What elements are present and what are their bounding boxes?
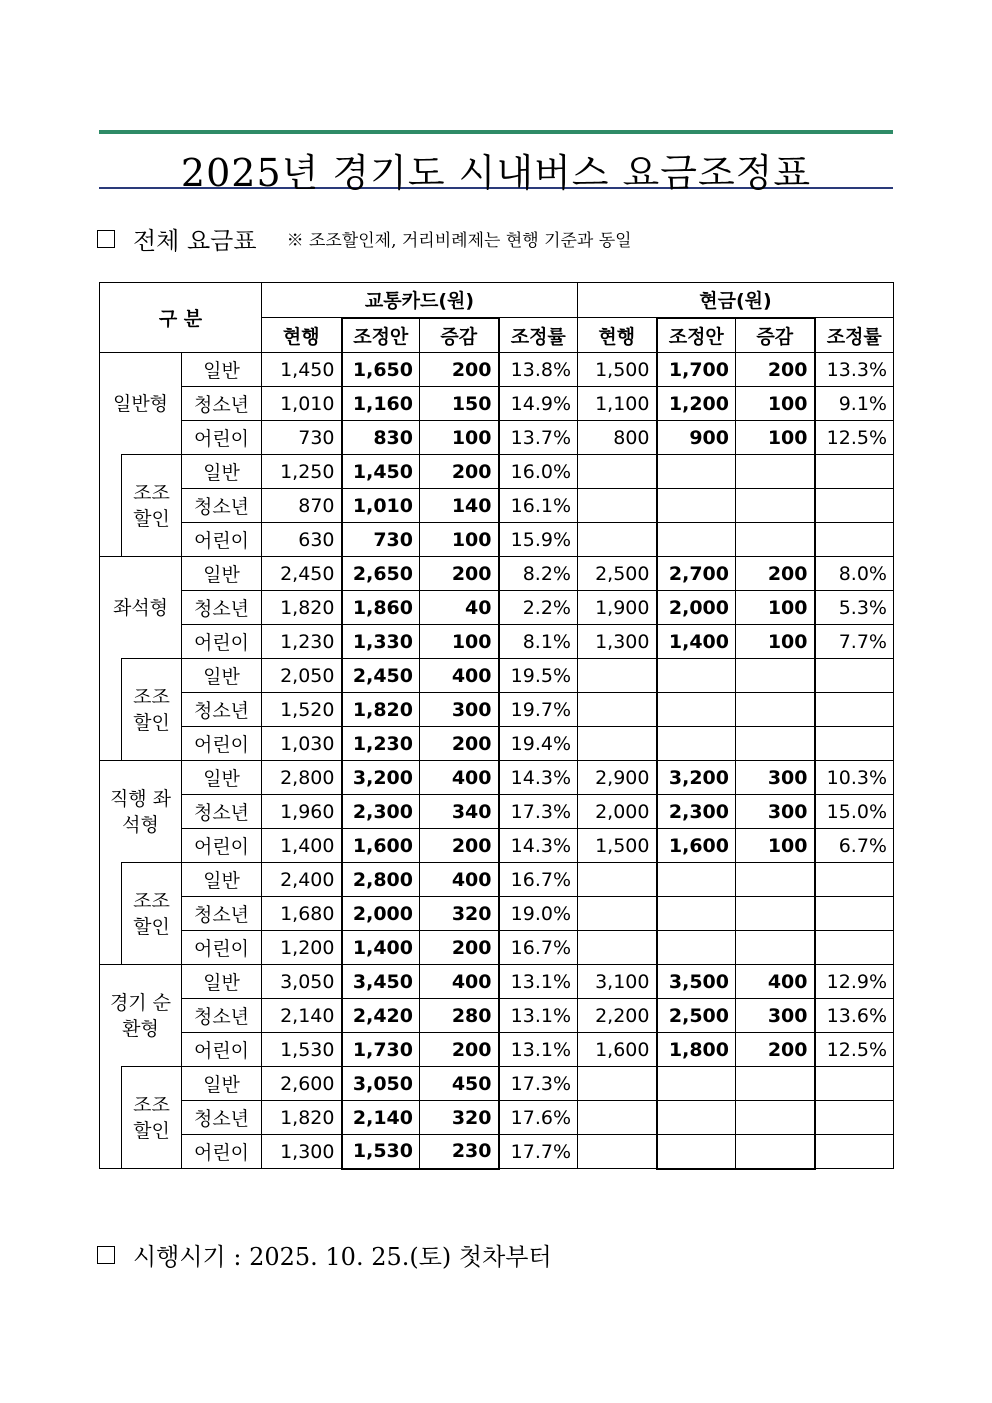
section-label: 전체 요금표 <box>133 227 257 255</box>
cash-fare-cell: 1,500 <box>578 353 657 387</box>
card-fare-cell: 2,450 <box>262 557 342 591</box>
rider-type: 일반 <box>182 557 262 591</box>
cash-empty-cell <box>736 727 815 761</box>
table-row <box>100 897 894 931</box>
table-row <box>100 1033 894 1067</box>
cash-fare-cell: 12.5% <box>815 421 894 455</box>
table-row <box>100 455 894 489</box>
card-fare-cell: 14.3% <box>499 761 578 795</box>
rider-type: 일반 <box>182 353 262 387</box>
cash-fare-cell: 300 <box>736 761 815 795</box>
rider-type: 어린이 <box>182 1135 262 1169</box>
cash-fare-cell: 2,700 <box>657 557 736 591</box>
cash-fare-cell: 8.0% <box>815 557 894 591</box>
cash-fare-cell: 200 <box>736 557 815 591</box>
card-fare-cell: 1,250 <box>262 455 342 489</box>
cash-empty-cell <box>736 693 815 727</box>
cash-empty-cell <box>736 863 815 897</box>
card-fare-cell: 280 <box>420 999 499 1033</box>
card-fare-cell: 1,300 <box>262 1135 342 1169</box>
card-fare-cell: 320 <box>420 897 499 931</box>
card-fare-cell: 1,010 <box>262 387 342 421</box>
table-row <box>100 1067 894 1101</box>
cash-empty-cell <box>657 523 736 557</box>
card-fare-cell: 2,800 <box>342 863 420 897</box>
cash-fare-cell: 6.7% <box>815 829 894 863</box>
rider-type: 일반 <box>182 761 262 795</box>
card-fare-cell: 13.1% <box>499 1033 578 1067</box>
cash-empty-cell <box>657 455 736 489</box>
cash-fare-cell: 1,600 <box>657 829 736 863</box>
card-fare-cell: 100 <box>420 625 499 659</box>
cash-empty-cell <box>815 1101 894 1135</box>
table-row <box>100 1101 894 1135</box>
rider-type: 청소년 <box>182 999 262 1033</box>
cash-empty-cell <box>578 931 657 965</box>
card-fare-cell: 19.4% <box>499 727 578 761</box>
table-row <box>100 829 894 863</box>
card-fare-cell: 19.5% <box>499 659 578 693</box>
card-fare-cell: 730 <box>262 421 342 455</box>
card-fare-cell: 16.7% <box>499 863 578 897</box>
table-row <box>100 863 894 897</box>
rider-type: 어린이 <box>182 625 262 659</box>
card-fare-cell: 1,600 <box>342 829 420 863</box>
header-cash: 현금(원) <box>578 283 894 318</box>
table-row <box>100 523 894 557</box>
rider-type: 일반 <box>182 863 262 897</box>
section-fare-table <box>97 221 632 256</box>
card-fare-cell: 1,330 <box>342 625 420 659</box>
card-fare-cell: 200 <box>420 931 499 965</box>
rider-type: 청소년 <box>182 1101 262 1135</box>
card-fare-cell: 1,230 <box>342 727 420 761</box>
card-fare-cell: 100 <box>420 421 499 455</box>
cash-empty-cell <box>736 1101 815 1135</box>
column-header: 조정률 <box>499 318 578 353</box>
rider-type: 청소년 <box>182 489 262 523</box>
fare-table <box>99 282 894 1170</box>
card-fare-cell: 1,010 <box>342 489 420 523</box>
card-fare-cell: 1,680 <box>262 897 342 931</box>
cash-fare-cell: 13.6% <box>815 999 894 1033</box>
card-fare-cell: 8.1% <box>499 625 578 659</box>
table-row <box>100 353 894 387</box>
cash-fare-cell: 1,800 <box>657 1033 736 1067</box>
card-fare-cell: 340 <box>420 795 499 829</box>
cash-fare-cell: 1,700 <box>657 353 736 387</box>
card-fare-cell: 150 <box>420 387 499 421</box>
card-fare-cell: 450 <box>420 1067 499 1101</box>
cash-empty-cell <box>815 523 894 557</box>
rider-type: 어린이 <box>182 829 262 863</box>
cash-fare-cell: 3,500 <box>657 965 736 999</box>
table-row <box>100 727 894 761</box>
table-row <box>100 931 894 965</box>
cash-empty-cell <box>736 659 815 693</box>
cash-empty-cell <box>578 523 657 557</box>
table-row <box>100 659 894 693</box>
card-fare-cell: 1,230 <box>262 625 342 659</box>
cash-empty-cell <box>815 489 894 523</box>
card-fare-cell: 200 <box>420 455 499 489</box>
cash-fare-cell: 1,500 <box>578 829 657 863</box>
cash-fare-cell: 100 <box>736 387 815 421</box>
column-header: 현행 <box>578 318 657 353</box>
cash-fare-cell: 900 <box>657 421 736 455</box>
card-fare-cell: 13.8% <box>499 353 578 387</box>
cash-fare-cell: 2,200 <box>578 999 657 1033</box>
card-fare-cell: 200 <box>420 557 499 591</box>
rider-type: 어린이 <box>182 931 262 965</box>
cash-empty-cell <box>578 455 657 489</box>
cash-empty-cell <box>657 489 736 523</box>
table-row <box>100 965 894 999</box>
card-fare-cell: 140 <box>420 489 499 523</box>
cash-empty-cell <box>657 897 736 931</box>
card-fare-cell: 3,450 <box>342 965 420 999</box>
header-row <box>100 283 894 318</box>
cash-empty-cell <box>657 693 736 727</box>
cash-empty-cell <box>578 659 657 693</box>
cash-empty-cell <box>815 693 894 727</box>
card-fare-cell: 1,820 <box>342 693 420 727</box>
group-name: 좌석형 <box>100 557 182 659</box>
page-title: 2025년 경기도 시내버스 요금조정표 <box>180 151 812 195</box>
card-fare-cell: 40 <box>420 591 499 625</box>
cash-fare-cell: 2,300 <box>657 795 736 829</box>
card-fare-cell: 830 <box>342 421 420 455</box>
card-fare-cell: 13.7% <box>499 421 578 455</box>
card-fare-cell: 16.1% <box>499 489 578 523</box>
cash-fare-cell: 7.7% <box>815 625 894 659</box>
card-fare-cell: 2,050 <box>262 659 342 693</box>
card-fare-cell: 16.0% <box>499 455 578 489</box>
rider-type: 청소년 <box>182 897 262 931</box>
cash-empty-cell <box>578 693 657 727</box>
cash-empty-cell <box>657 931 736 965</box>
table-row <box>100 795 894 829</box>
cash-empty-cell <box>736 897 815 931</box>
cash-fare-cell: 2,000 <box>578 795 657 829</box>
header-category: 구 분 <box>100 283 262 353</box>
rider-type: 청소년 <box>182 387 262 421</box>
cash-empty-cell <box>578 727 657 761</box>
cash-empty-cell <box>815 863 894 897</box>
cash-fare-cell: 5.3% <box>815 591 894 625</box>
card-fare-cell: 200 <box>420 829 499 863</box>
card-fare-cell: 200 <box>420 353 499 387</box>
discount-name: 조조 할인 <box>122 455 182 557</box>
card-fare-cell: 2,650 <box>342 557 420 591</box>
table-row <box>100 625 894 659</box>
column-header: 조정안 <box>342 318 420 353</box>
card-fare-cell: 1,520 <box>262 693 342 727</box>
cash-fare-cell: 13.3% <box>815 353 894 387</box>
rider-type: 어린이 <box>182 523 262 557</box>
discount-name: 조조 할인 <box>122 1067 182 1169</box>
cash-fare-cell: 1,300 <box>578 625 657 659</box>
card-fare-cell: 230 <box>420 1135 499 1169</box>
card-fare-cell: 1,860 <box>342 591 420 625</box>
card-fare-cell: 1,960 <box>262 795 342 829</box>
card-fare-cell: 13.1% <box>499 999 578 1033</box>
card-fare-cell: 1,650 <box>342 353 420 387</box>
effective-date-label: 시행시기 : 2025. 10. 25.(토) 첫차부터 <box>133 1243 552 1271</box>
cash-fare-cell: 2,000 <box>657 591 736 625</box>
card-fare-cell: 2,000 <box>342 897 420 931</box>
card-fare-cell: 8.2% <box>499 557 578 591</box>
cash-empty-cell <box>815 659 894 693</box>
checkbox-square-icon <box>97 230 115 248</box>
rider-type: 청소년 <box>182 693 262 727</box>
discount-name: 조조 할인 <box>122 659 182 761</box>
cash-fare-cell: 400 <box>736 965 815 999</box>
group-spacer <box>100 455 122 557</box>
table-row <box>100 421 894 455</box>
card-fare-cell: 2,140 <box>342 1101 420 1135</box>
card-fare-cell: 320 <box>420 1101 499 1135</box>
cash-empty-cell <box>736 1067 815 1101</box>
group-spacer <box>100 659 122 761</box>
card-fare-cell: 19.0% <box>499 897 578 931</box>
card-fare-cell: 2,400 <box>262 863 342 897</box>
cash-empty-cell <box>815 897 894 931</box>
rider-type: 일반 <box>182 455 262 489</box>
card-fare-cell: 1,400 <box>342 931 420 965</box>
cash-fare-cell: 300 <box>736 999 815 1033</box>
column-header: 증감 <box>736 318 815 353</box>
cash-fare-cell: 1,400 <box>657 625 736 659</box>
card-fare-cell: 16.7% <box>499 931 578 965</box>
cash-fare-cell: 800 <box>578 421 657 455</box>
cash-empty-cell <box>815 1135 894 1169</box>
card-fare-cell: 630 <box>262 523 342 557</box>
cash-fare-cell: 12.5% <box>815 1033 894 1067</box>
cash-empty-cell <box>657 1067 736 1101</box>
cash-fare-cell: 300 <box>736 795 815 829</box>
cash-empty-cell <box>736 931 815 965</box>
cash-fare-cell: 1,900 <box>578 591 657 625</box>
card-fare-cell: 2,300 <box>342 795 420 829</box>
card-fare-cell: 1,450 <box>262 353 342 387</box>
rider-type: 어린이 <box>182 421 262 455</box>
card-fare-cell: 13.1% <box>499 965 578 999</box>
card-fare-cell: 2,600 <box>262 1067 342 1101</box>
table-row <box>100 557 894 591</box>
group-name: 직행 좌석형 <box>100 761 182 863</box>
cash-empty-cell <box>736 1135 815 1169</box>
card-fare-cell: 19.7% <box>499 693 578 727</box>
cash-empty-cell <box>578 1101 657 1135</box>
cash-fare-cell: 3,200 <box>657 761 736 795</box>
card-fare-cell: 100 <box>420 523 499 557</box>
card-fare-cell: 14.3% <box>499 829 578 863</box>
cash-fare-cell: 1,600 <box>578 1033 657 1067</box>
section-note: ※ 조조할인제, 거리비례제는 현행 기준과 동일 <box>286 231 632 251</box>
rider-type: 어린이 <box>182 727 262 761</box>
cash-empty-cell <box>736 455 815 489</box>
card-fare-cell: 14.9% <box>499 387 578 421</box>
cash-empty-cell <box>657 1101 736 1135</box>
card-fare-cell: 1,820 <box>262 591 342 625</box>
cash-empty-cell <box>578 897 657 931</box>
cash-empty-cell <box>578 1135 657 1169</box>
card-fare-cell: 1,200 <box>262 931 342 965</box>
cash-empty-cell <box>736 489 815 523</box>
column-header: 현행 <box>262 318 342 353</box>
cash-empty-cell <box>815 455 894 489</box>
card-fare-cell: 1,400 <box>262 829 342 863</box>
cash-fare-cell: 2,900 <box>578 761 657 795</box>
card-fare-cell: 1,160 <box>342 387 420 421</box>
card-fare-cell: 17.3% <box>499 795 578 829</box>
card-fare-cell: 400 <box>420 761 499 795</box>
cash-empty-cell <box>815 931 894 965</box>
cash-fare-cell: 100 <box>736 625 815 659</box>
cash-fare-cell: 200 <box>736 353 815 387</box>
section-effective-date <box>97 1237 552 1272</box>
card-fare-cell: 1,530 <box>262 1033 342 1067</box>
card-fare-cell: 400 <box>420 863 499 897</box>
cash-empty-cell <box>657 863 736 897</box>
cash-empty-cell <box>815 727 894 761</box>
cash-empty-cell <box>815 1067 894 1101</box>
card-fare-cell: 300 <box>420 693 499 727</box>
card-fare-cell: 1,530 <box>342 1135 420 1169</box>
card-fare-cell: 2,450 <box>342 659 420 693</box>
table-row <box>100 999 894 1033</box>
cash-fare-cell: 2,500 <box>657 999 736 1033</box>
group-spacer <box>100 863 122 965</box>
cash-empty-cell <box>736 523 815 557</box>
rider-type: 일반 <box>182 965 262 999</box>
table-row <box>100 591 894 625</box>
cash-fare-cell: 200 <box>736 1033 815 1067</box>
cash-fare-cell: 15.0% <box>815 795 894 829</box>
card-fare-cell: 400 <box>420 659 499 693</box>
table-row <box>100 1135 894 1169</box>
card-fare-cell: 2,140 <box>262 999 342 1033</box>
cash-fare-cell: 100 <box>736 829 815 863</box>
cash-empty-cell <box>657 659 736 693</box>
discount-name: 조조 할인 <box>122 863 182 965</box>
card-fare-cell: 3,200 <box>342 761 420 795</box>
cash-fare-cell: 1,200 <box>657 387 736 421</box>
group-spacer <box>100 1067 122 1169</box>
table-row <box>100 489 894 523</box>
group-name: 일반형 <box>100 353 182 455</box>
cash-empty-cell <box>657 727 736 761</box>
header-card: 교통카드(원) <box>262 283 578 318</box>
card-fare-cell: 200 <box>420 727 499 761</box>
rider-type: 일반 <box>182 1067 262 1101</box>
cash-fare-cell: 10.3% <box>815 761 894 795</box>
cash-fare-cell: 3,100 <box>578 965 657 999</box>
card-fare-cell: 2,420 <box>342 999 420 1033</box>
card-fare-cell: 730 <box>342 523 420 557</box>
cash-empty-cell <box>657 1135 736 1169</box>
card-fare-cell: 1,030 <box>262 727 342 761</box>
column-header: 조정률 <box>815 318 894 353</box>
card-fare-cell: 870 <box>262 489 342 523</box>
cash-fare-cell: 9.1% <box>815 387 894 421</box>
checkbox-square-icon <box>97 1246 115 1264</box>
column-header: 조정안 <box>657 318 736 353</box>
card-fare-cell: 3,050 <box>262 965 342 999</box>
rider-type: 청소년 <box>182 591 262 625</box>
table-row <box>100 693 894 727</box>
cash-fare-cell: 100 <box>736 591 815 625</box>
group-name: 경기 순환형 <box>100 965 182 1067</box>
cash-empty-cell <box>578 863 657 897</box>
rider-type: 어린이 <box>182 1033 262 1067</box>
card-fare-cell: 400 <box>420 965 499 999</box>
card-fare-cell: 2.2% <box>499 591 578 625</box>
title-box <box>99 130 893 195</box>
card-fare-cell: 1,820 <box>262 1101 342 1135</box>
cash-fare-cell: 1,100 <box>578 387 657 421</box>
cash-fare-cell: 12.9% <box>815 965 894 999</box>
column-header: 증감 <box>420 318 499 353</box>
card-fare-cell: 200 <box>420 1033 499 1067</box>
rider-type: 일반 <box>182 659 262 693</box>
table-row <box>100 761 894 795</box>
card-fare-cell: 3,050 <box>342 1067 420 1101</box>
cash-empty-cell <box>578 1067 657 1101</box>
cash-fare-cell: 2,500 <box>578 557 657 591</box>
card-fare-cell: 15.9% <box>499 523 578 557</box>
card-fare-cell: 1,730 <box>342 1033 420 1067</box>
card-fare-cell: 17.3% <box>499 1067 578 1101</box>
card-fare-cell: 2,800 <box>262 761 342 795</box>
cash-empty-cell <box>578 489 657 523</box>
table-row <box>100 387 894 421</box>
card-fare-cell: 1,450 <box>342 455 420 489</box>
card-fare-cell: 17.6% <box>499 1101 578 1135</box>
cash-fare-cell: 100 <box>736 421 815 455</box>
card-fare-cell: 17.7% <box>499 1135 578 1169</box>
rider-type: 청소년 <box>182 795 262 829</box>
